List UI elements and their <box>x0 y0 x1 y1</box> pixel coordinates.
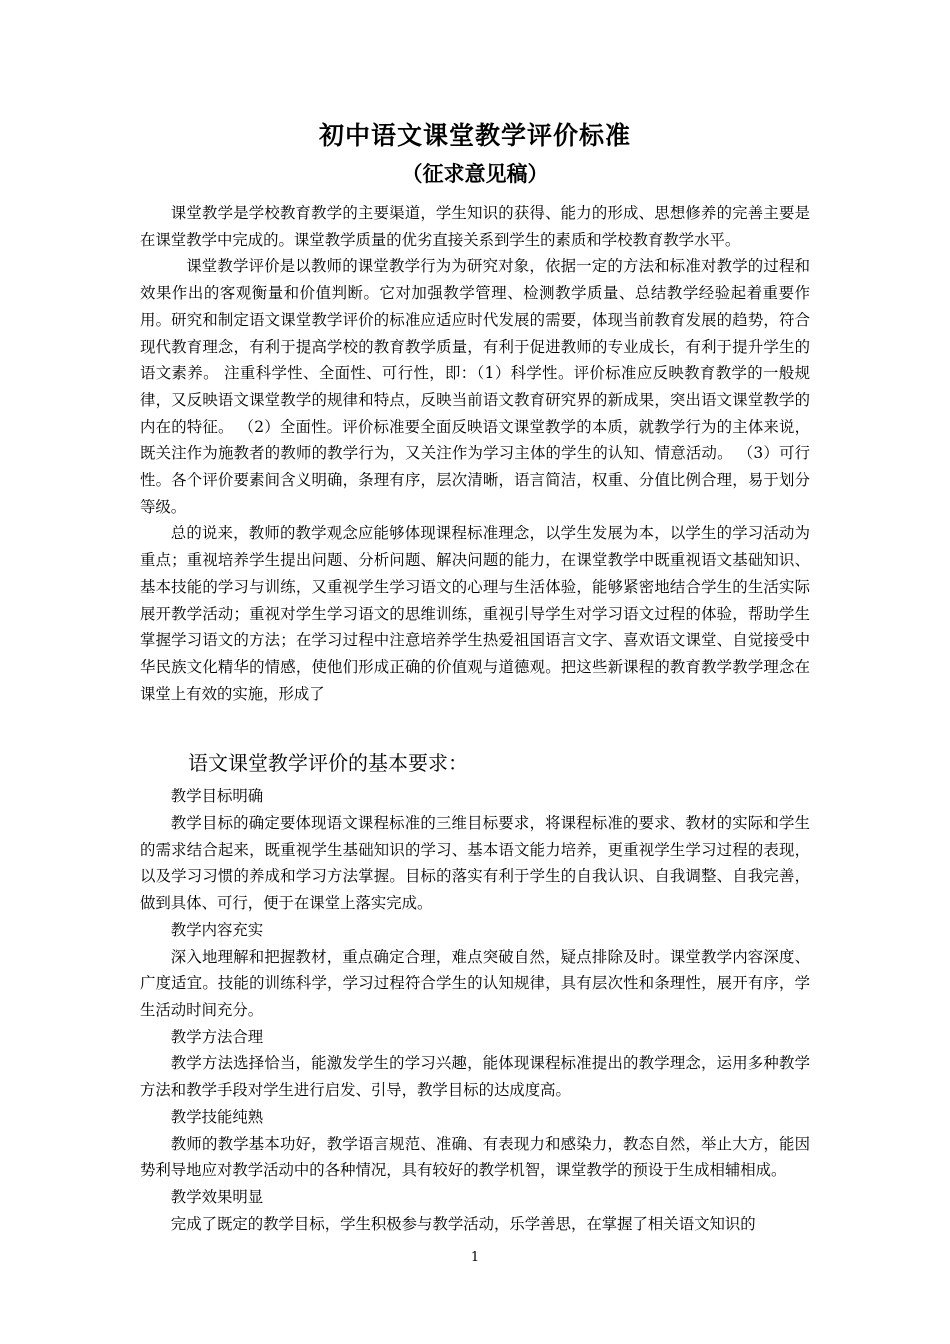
page-number: 1 <box>470 1250 480 1265</box>
document-body <box>140 200 810 1237</box>
subsection-heading-skills: 教学技能纯熟 <box>170 1107 264 1126</box>
subsection-text-methods: 教学方法选择恰当，能激发学生的学习兴趣，能体现课程标准提出的教学理念，运用多种教学方法和教学手段对学生进行启发、引导，教学目标的达成度高。 <box>140 1054 810 1100</box>
subsection-heading-goals: 教学目标明确 <box>170 787 264 806</box>
evaluation-paragraph: 课堂教学评价是以教师的课堂教学行为为研究对象，依据一定的方法和标准对教学的过程和效果作出的客观衡量和价值判断。它对加强教学管理、检测教学质量、总结教学经验起着重要作用。研究和制定语文课堂教学评价的标准应适应时代发展的需要，体现当前教育发展的趋势，符合现代教育理念，有利于提高学校的教育教学质量，有利于促进教师的专业成长，有利于提升学生的语文素养。 注重科学性、全面性、可行性，即：（1）科学性。评价标准应反映教育教学的一般规律，又反映语文课堂教学的规律和特点，反映当前语文教育研究界的新成果，突出语文课堂教学的内在的特征。 （2）全面性。评价标准要全面反映语文课堂教学的本质，就教学行为的主体来说，既关注作为施教者的教师的教学行为，又关注作为学习主体的学生的认知、情意活动。 （3）可行性。各个评价要素间含义明确，条理有序，层次清晰，语言简洁，权重、分值比例合理，易于划分等级。 <box>140 257 810 516</box>
subsection-text-effects: 完成了既定的教学目标，学生积极参与教学活动，乐学善思，在掌握了相关语文知识的 <box>170 1214 756 1233</box>
subsection-heading-methods: 教学方法合理 <box>170 1027 264 1046</box>
section-heading: 语文课堂教学评价的基本要求： <box>188 751 468 776</box>
subsection-text-content: 深入地理解和把握教材，重点确定合理，难点突破自然，疑点排除及时。课堂教学内容深度、广度适宜。技能的训练科学，学习过程符合学生的认知规律，具有层次性和条理性，展开有序，学生活动时间充分。 <box>140 947 810 1019</box>
subsection-heading-content: 教学内容充实 <box>170 920 264 939</box>
page-subtitle: （征求意见稿） <box>401 162 549 186</box>
summary-paragraph: 总的说来，教师的教学观念应能够体现课程标准理念，以学生发展为本，以学生的学习活动为重点；重视培养学生提出问题、分析问题、解决问题的能力，在课堂教学中既重视语文基础知识、基本技能的学习与训练，又重视学生学习语文的心理与生活体验，能够紧密地结合学生的生活实际展开教学活动；重视对学生学习语文的思维训练，重视引导学生对学习语文过程的体验，帮助学生掌握学习语文的方法；在学习过程中注意培养学生热爱祖国语言文字、喜欢语文课堂、自觉接受中华民族文化精华的情感，使他们形成正确的价值观与道德观。把这些新课程的教育教学教学理念在课堂上有效的实施，形成了 <box>140 524 810 703</box>
page-title: 初中语文课堂教学评价标准 <box>318 121 631 150</box>
subsection-text-skills: 教师的教学基本功好，教学语言规范、准确、有表现力和感染力，教态自然，举止大方，能因势利导地应对教学活动中的各种情况，具有较好的教学机智，课堂教学的预设于生成相辅相成。 <box>140 1134 810 1180</box>
subsection-text-goals: 教学目标的确定要体现语文课程标准的三维目标要求，将课程标准的要求、教材的实际和学生的需求结合起来，既重视学生基础知识的学习、基本语文能力培养，更重视学生学习过程的表现，以及学习习惯的养成和学习方法掌握。目标的落实有利于学生的自我认识、自我调整、自我完善，做到具体、可行，便于在课堂上落实完成。 <box>140 814 810 913</box>
subsection-heading-effects: 教学效果明显 <box>170 1187 264 1206</box>
intro-paragraph: 课堂教学是学校教育教学的主要渠道，学生知识的获得、能力的形成、思想修养的完善主要是在课堂教学中完成的。课堂教学质量的优劣直接关系到学生的素质和学校教育教学水平。 <box>140 204 810 249</box>
